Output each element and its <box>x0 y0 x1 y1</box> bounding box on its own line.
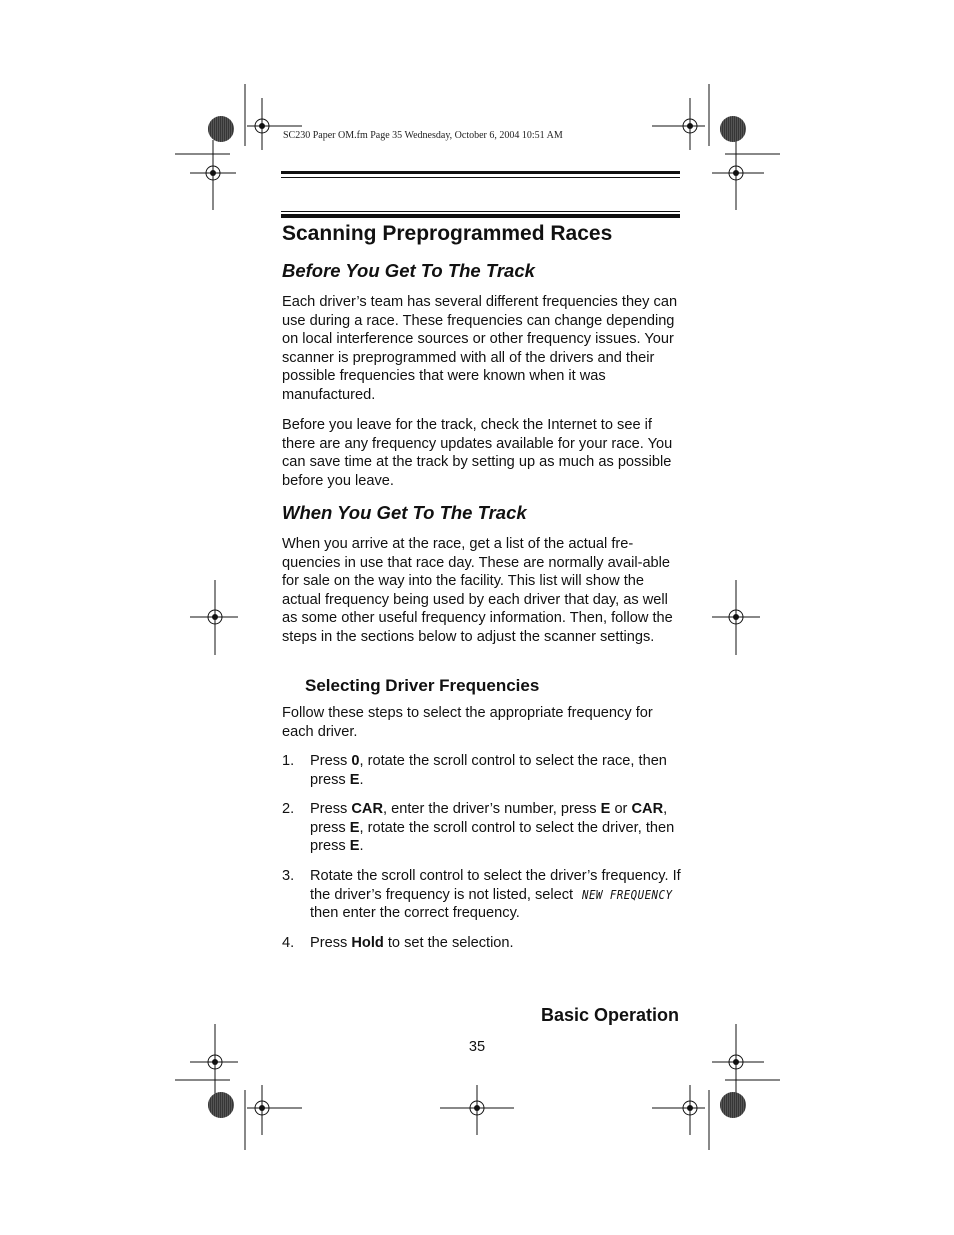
paragraph-before-track-2: Before you leave for the track, check the Internet to see if there are any frequency updates available for your race. You can save time at the track by setting up as much as possible before you leave. <box>282 417 673 489</box>
lcd-new-frequency: NEW FREQUENCY <box>582 887 673 902</box>
step-1: 1. Press 0, rotate the scroll control to select the race, then press E. <box>282 753 667 788</box>
section-rule-thin <box>281 211 680 212</box>
paragraph-selecting-intro: Follow these steps to select the appropriate frequency for each driver. <box>282 705 653 740</box>
step-2: 2. Press CAR, enter the driver’s number, press E or CAR, press E, rotate the scroll control to select the driver, then press E. <box>282 801 675 855</box>
heading-when-track: When You Get To The Track <box>282 502 527 523</box>
top-rule <box>281 171 680 174</box>
step-3: 3. Rotate the scroll control to select the driver’s frequency. If the driver’s frequency is not listed, select NEW FREQUENCY then enter the correct frequency. <box>282 868 681 922</box>
heading-selecting-frequencies: Selecting Driver Frequencies <box>305 676 540 695</box>
step-4: 4. Press Hold to set the selection. <box>282 935 514 951</box>
page-number: 35 <box>468 1039 486 1055</box>
footer-section-name: Basic Operation <box>540 1005 679 1025</box>
section-title: Scanning Preprogrammed Races <box>282 222 613 245</box>
paragraph-when-track: When you arrive at the race, get a list of the actual fre-quencies in use that race day. These are normally avail-able for sale on the way into the facility. This list will show the actual frequency being used by each driver that day, as well as some other useful frequency information. Then, follow the steps in the sections below to adjust the scanner settings. <box>282 536 673 645</box>
paragraph-before-track-1: Each driver’s team has several different frequencies they can use during a race. These frequencies can change depending on local interference sources or other frequency issues. Your scanner is preprogrammed with all of the drivers and their possible frequencies that were known when it was manufactured. <box>282 294 678 403</box>
top-rule-thin <box>281 177 680 178</box>
print-info-header: SC230 Paper OM.fm Page 35 Wednesday, October 6, 2004 10:51 AM <box>283 130 563 141</box>
heading-before-track: Before You Get To The Track <box>282 260 535 281</box>
section-rule <box>281 214 680 218</box>
